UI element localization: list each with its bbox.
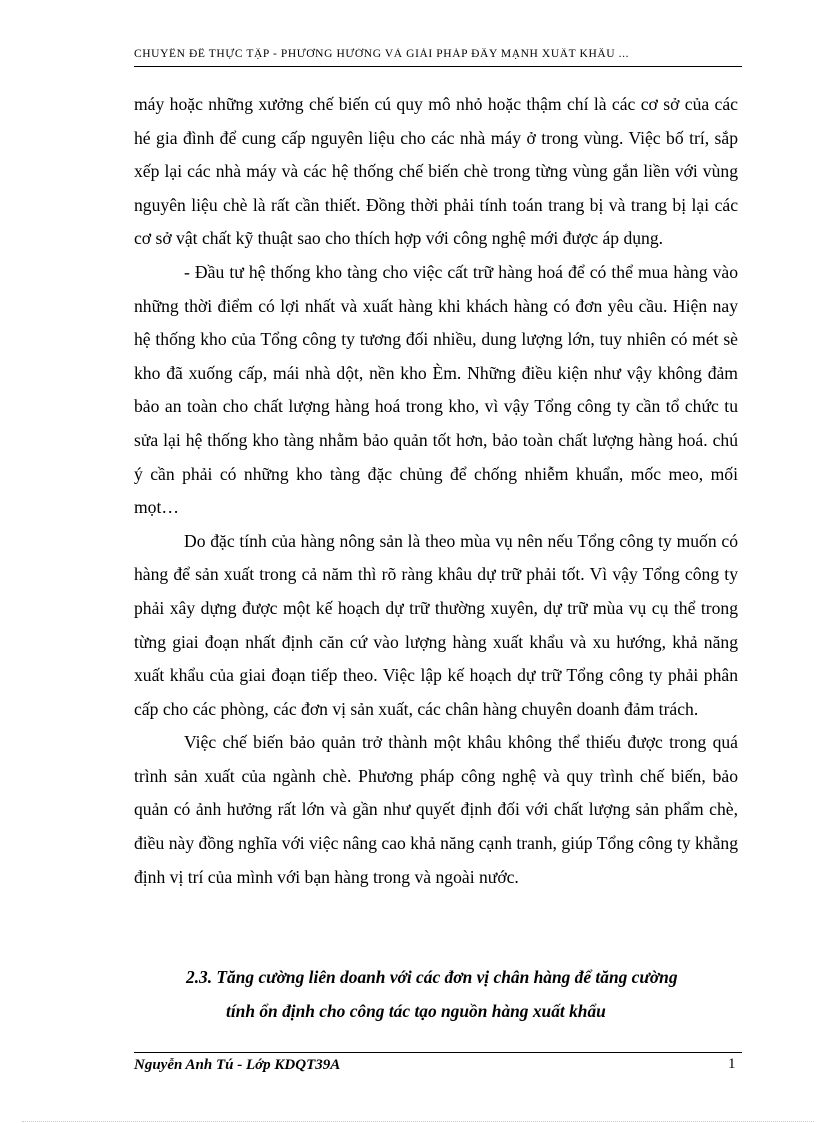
running-header (134, 48, 742, 67)
paragraph-stock-reserve: Do đặc tính của hàng nông sản là theo mùa vụ nên nếu Tổng công ty muốn có hàng để sản xuất trong cả năm thì rõ ràng khâu dự trữ phải tốt. Vì vậy Tổng công ty phải xây dựng được một kế hoạch dự trữ thường xuyên, dự trữ mùa vụ cụ thể trong từng giai đoạn nhất định căn cứ vào lượng hàng xuất khẩu và xu hướng, khả năng xuất khẩu của giai đoạn tiếp theo. Việc lập kế hoạch dự trữ Tổng công ty phải phân cấp cho các phòng, các đơn vị sản xuất, các chân hàng chuyên doanh đảm trách. (134, 530, 738, 719)
paragraph-warehouse-investment: - Đầu tư hệ thống kho tàng cho việc cất trữ hàng hoá để có thể mua hàng vào những thời điểm có lợi nhất và xuất hàng khi khách hàng có đơn yêu cầu. Hiện nay hệ thống kho của Tổng công ty tương đối nhiều, dung lượng lớn, tuy nhiên có mét sè kho đã xuống cấp, mái nhà dột, nền kho Èm. Những điều kiện như vậy không đảm bảo an toàn cho chất lượng hàng hoá trong kho, vì vậy Tổng công ty cần tổ chức tu sửa lại hệ thống kho tàng nhằm bảo quản tốt hơn, bảo toàn chất lượng hàng hoá. chú ý cần phải có những kho tàng đặc chủng để chống nhiễm khuẩn, mốc meo, mối mọt… (134, 261, 738, 518)
page-number: 1 (728, 1056, 736, 1072)
paragraph-processing-facilities: máy hoặc những xưởng chế biến cú quy mô nhỏ hoặc thậm chí là các cơ sở của các hé gia đình để cung cấp nguyên liệu cho các nhà máy ở trong vùng. Việc bố trí, sắp xếp lại các nhà máy và các hệ thống chế biến chè trong từng vùng gắn liền với vùng nguyên liệu chè là rất cần thiết. Đồng thời phải tính toán trang bị và trang bị lại các cơ sở vật chất kỹ thuật sao cho thích hợp với công nghệ mới được áp dụng. (134, 94, 738, 249)
footer-author: Nguyễn Anh Tú - Lớp KDQT39A (134, 1057, 341, 1073)
running-header-title: CHUYÊN ĐỀ THỰC TẬP - PHƯƠNG HƯỚNG VÀ GIẢI PHÁP ĐẨY MẠNH XUẤT KHẨU ... (134, 48, 630, 60)
section-heading (186, 960, 742, 1028)
page-edge-divider (22, 1121, 814, 1122)
section-heading-line-2: tính ổn định cho công tác tạo nguồn hàng xuất khẩu (226, 1001, 606, 1021)
section-heading-line-1: 2.3. Tăng cường liên doanh với các đơn vị chân hàng để tăng cường (186, 967, 678, 987)
body-text (134, 88, 738, 894)
footer-divider (134, 1052, 742, 1053)
paragraph-processing-preservation: Việc chế biến bảo quản trở thành một khâu không thể thiếu được trong quá trình sản xuất của ngành chè. Phương pháp công nghệ và quy trình chế biến, bảo quản có ảnh hưởng rất lớn và gần như quyết định đối với chất lượng sản phẩm chè, điều này đồng nghĩa với việc nâng cao khả năng cạnh tranh, giúp Tổng công ty khẳng định vị trí của mình với bạn hàng trong và ngoài nước. (134, 732, 738, 887)
